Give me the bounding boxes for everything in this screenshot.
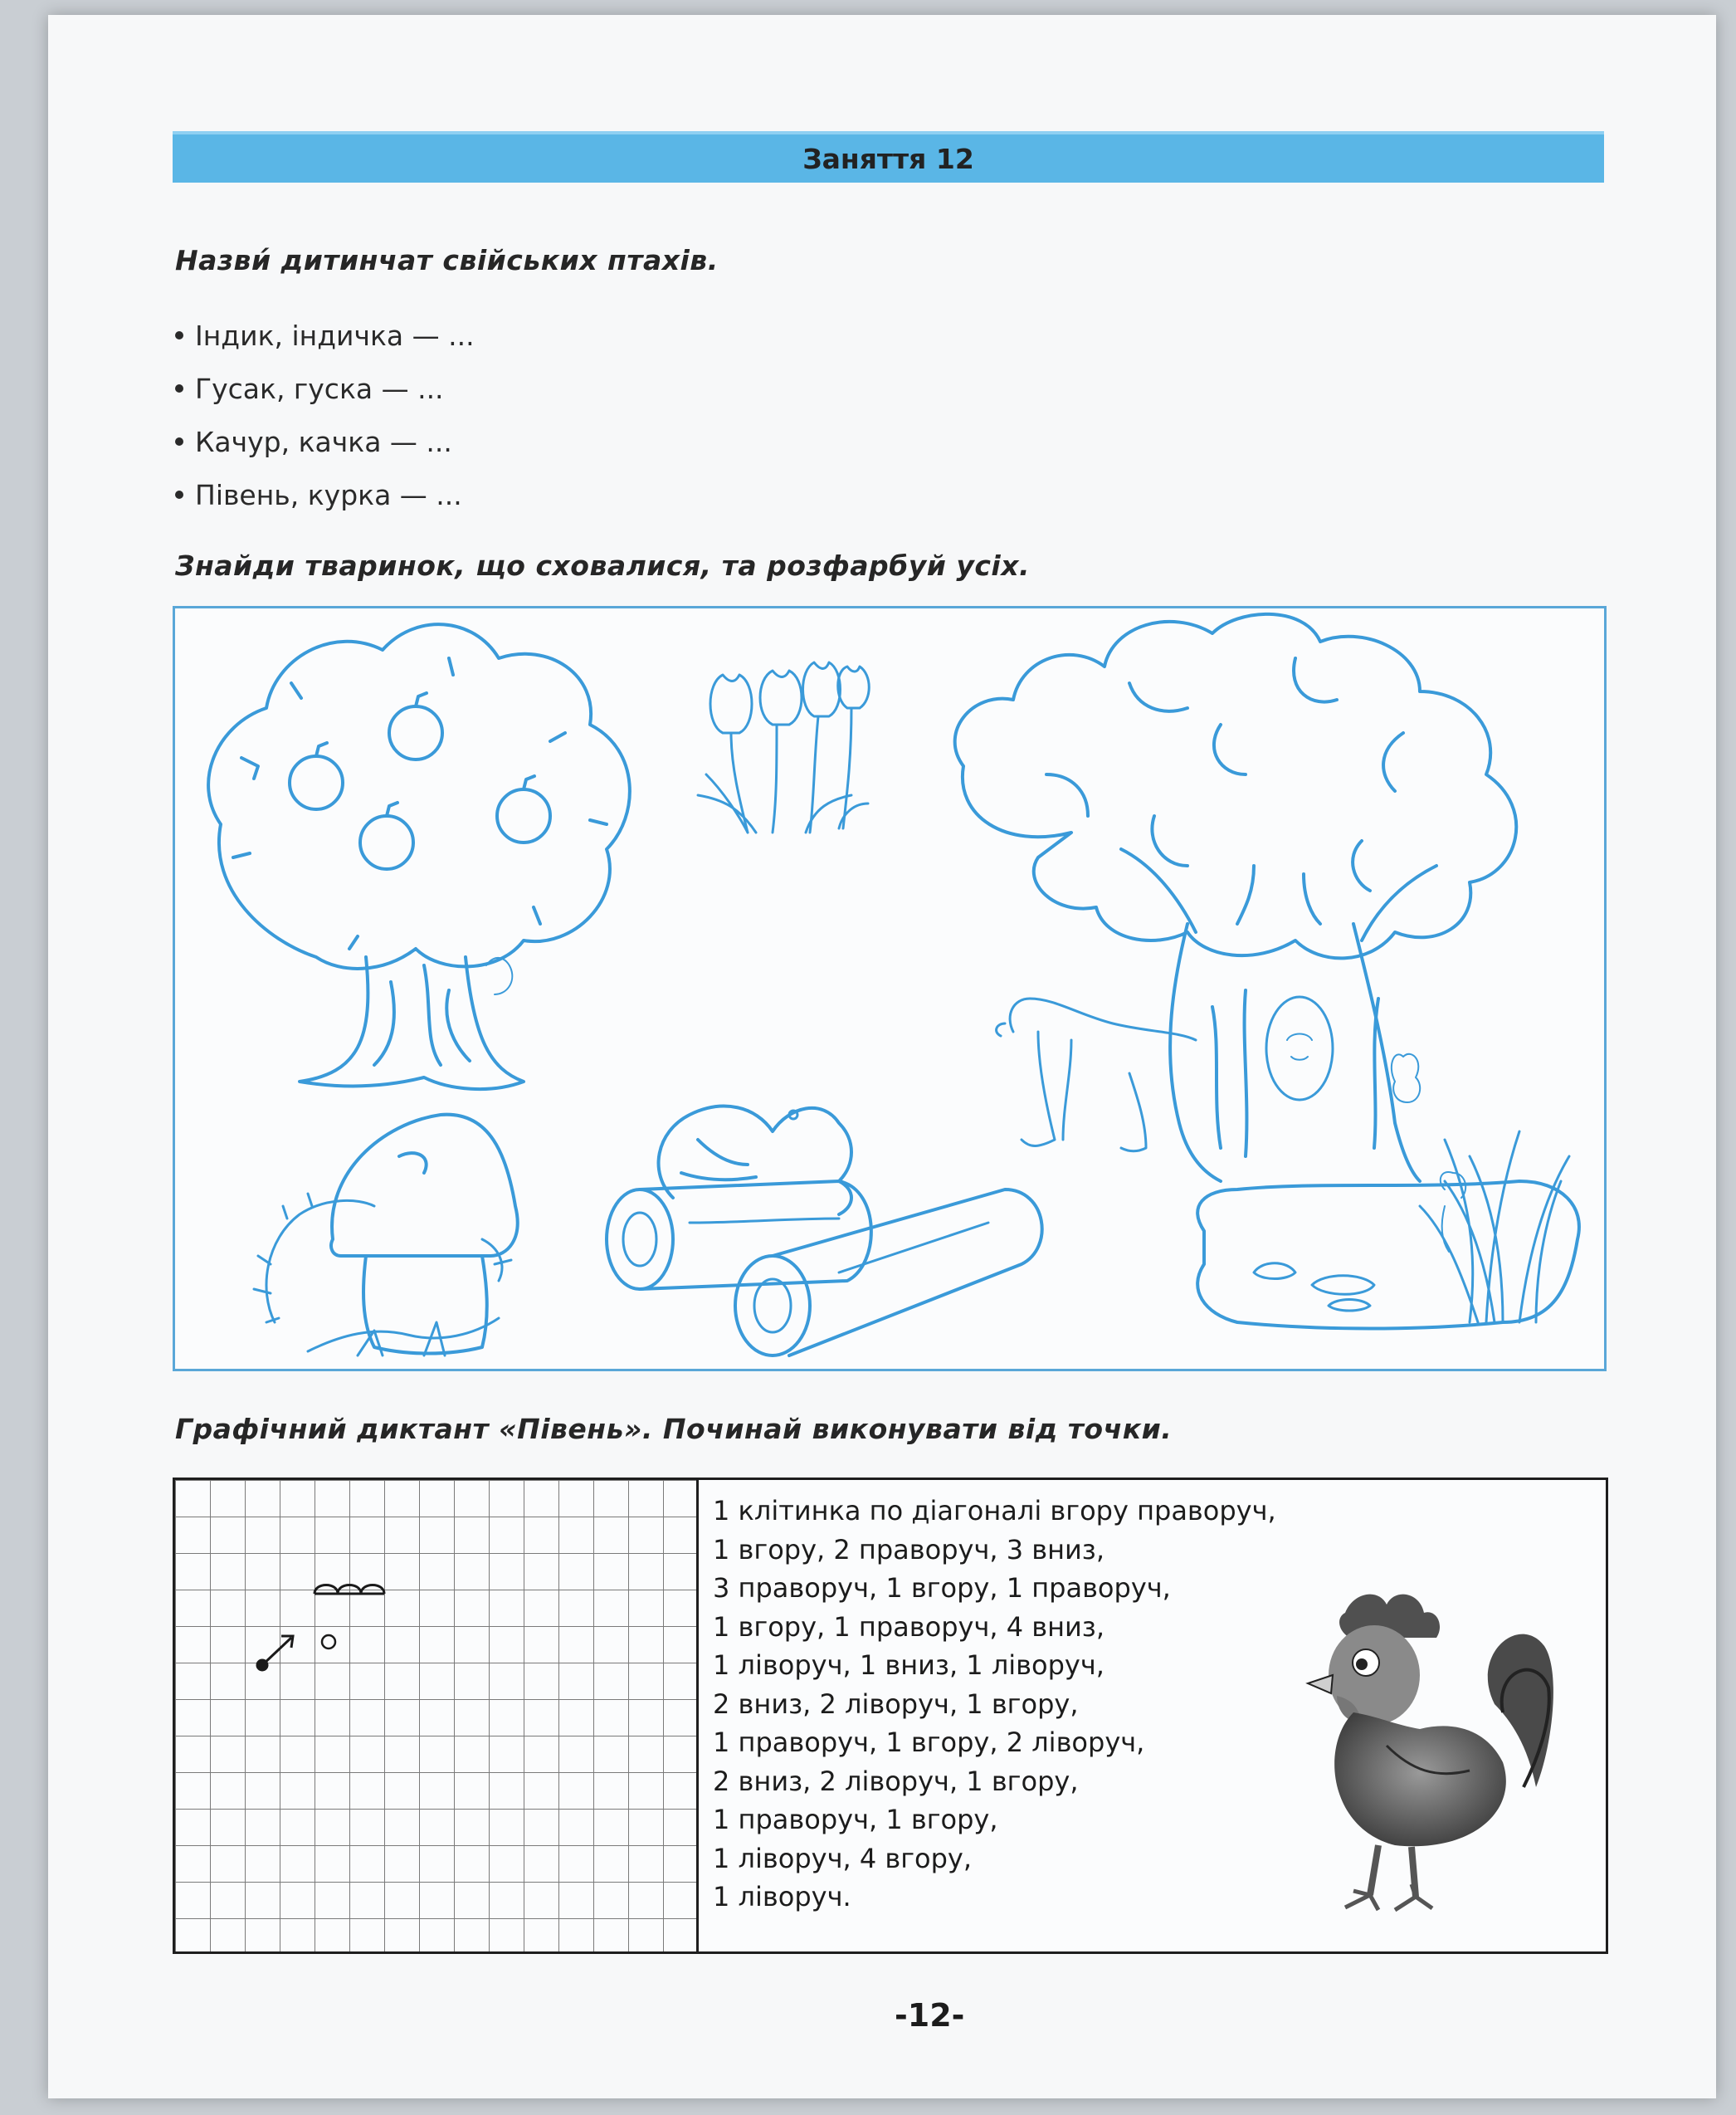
- instruction-line: 1 клітинка по діагоналі вгору праворуч,: [713, 1495, 1276, 1526]
- instruction-line: 1 вгору, 1 праворуч, 4 вниз,: [713, 1610, 1105, 1643]
- horse-icon: [997, 999, 1196, 1151]
- bullet-icon: [175, 491, 183, 499]
- turkey-icon: [659, 1106, 851, 1214]
- lesson-title: Заняття 12: [802, 142, 974, 175]
- task3-prompt: Графічний диктант «Півень». Починай виконувати від точки.: [175, 1413, 1173, 1445]
- rooster-comb-example-icon: [315, 1585, 384, 1595]
- tulips-icon: [698, 662, 869, 833]
- instruction-line: 3 праворуч, 1 вгору, 1 праворуч,: [713, 1572, 1171, 1604]
- task2-prompt: Знайди тваринок, що сховалися, та розфарбуй усіх.: [175, 550, 1031, 582]
- list-item: Індик, індичка — ...: [175, 310, 475, 363]
- logs-icon: [607, 1181, 1042, 1355]
- hidden-animals-picture: [173, 606, 1607, 1371]
- mushroom-icon: [331, 1115, 518, 1354]
- list-item: Півень, курка — ...: [175, 469, 475, 522]
- page-number: -12-: [895, 1997, 965, 2034]
- instruction-line: 2 вниз, 2 ліворуч, 1 вгору,: [713, 1688, 1079, 1720]
- list-item: Гусак, гуска — ...: [175, 363, 475, 416]
- bullet-icon: [175, 384, 183, 393]
- hedgehog-icon: [254, 1194, 511, 1355]
- task1-prompt: Назви́ дитинчат свійських птахів.: [175, 244, 719, 276]
- dictation-grid[interactable]: [175, 1480, 699, 1951]
- dictation-instructions: [713, 1492, 1276, 1917]
- lesson-header-banner: [173, 131, 1604, 183]
- instruction-line: 1 праворуч, 1 вгору, 2 ліворуч,: [713, 1727, 1145, 1758]
- list-item: Качур, качка — ...: [175, 416, 475, 469]
- graphic-dictation-box: [173, 1478, 1608, 1954]
- workbook-page: [48, 15, 1716, 2098]
- instruction-line: 2 вниз, 2 ліворуч, 1 вгору,: [713, 1765, 1079, 1797]
- start-point-icon: [322, 1635, 335, 1649]
- instruction-line: 1 праворуч, 1 вгору,: [713, 1804, 998, 1835]
- instruction-line: 1 ліворуч.: [713, 1881, 851, 1912]
- instruction-line: 1 ліворуч, 4 вгору,: [713, 1842, 973, 1874]
- apple-tree-icon: [208, 624, 630, 1089]
- rooster-icon: [1287, 1580, 1569, 1928]
- bullet-icon: [175, 331, 183, 339]
- bullet-icon: [175, 437, 183, 446]
- instruction-line: 1 вгору, 2 праворуч, 3 вниз,: [713, 1533, 1105, 1565]
- bird-list: [175, 310, 475, 522]
- big-tree-icon: [955, 614, 1517, 1181]
- start-arrow-icon: [257, 1636, 293, 1670]
- instruction-line: 1 ліворуч, 1 вниз, 1 ліворуч,: [713, 1649, 1105, 1681]
